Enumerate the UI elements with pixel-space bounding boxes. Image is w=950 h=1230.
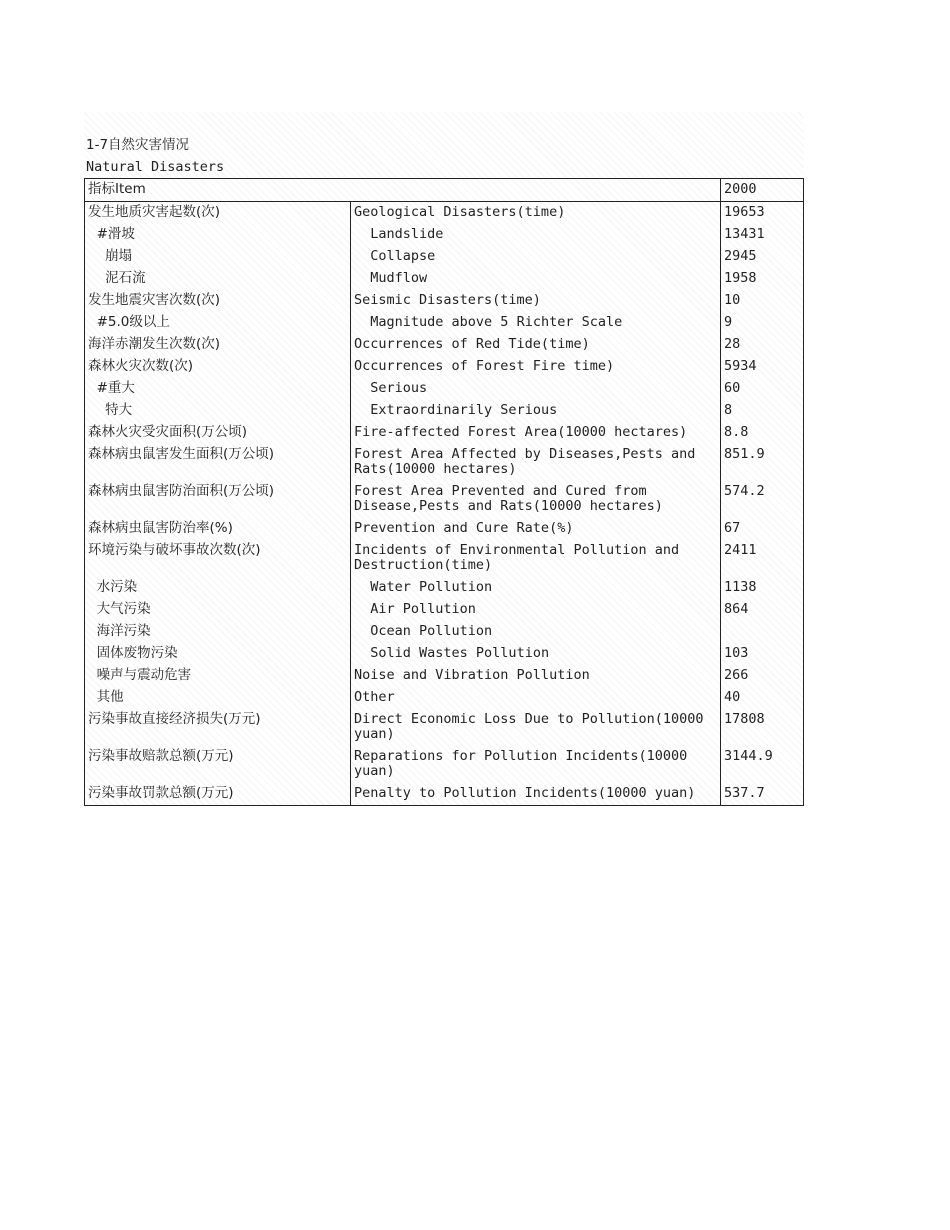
indicator-en-cell[interactable]: Occurrences of Red Tide(time) <box>351 334 721 356</box>
table-row <box>85 312 804 334</box>
header-year-cell[interactable]: 2000 <box>721 179 804 202</box>
value-cell[interactable]: 17808 <box>721 709 804 746</box>
value-cell[interactable]: 2945 <box>721 246 804 268</box>
header-item-cell[interactable]: 指标Item <box>85 179 721 202</box>
table-row <box>85 643 804 665</box>
value-cell[interactable]: 8 <box>721 400 804 422</box>
table-row <box>85 540 804 577</box>
indicator-en-cell[interactable]: Geological Disasters(time) <box>351 202 721 225</box>
indicator-zh-cell[interactable]: 海洋污染 <box>85 621 351 643</box>
table-row <box>85 577 804 599</box>
indicator-en-cell[interactable]: Incidents of Environmental Pollution and Destruction(time) <box>351 540 721 577</box>
indicator-en-cell[interactable]: Fire-affected Forest Area(10000 hectares) <box>351 422 721 444</box>
indicator-en-cell[interactable]: Forest Area Affected by Diseases,Pests and Rats(10000 hectares) <box>351 444 721 481</box>
indicator-zh-cell[interactable]: 海洋赤潮发生次数(次) <box>85 334 351 356</box>
table-row <box>85 422 804 444</box>
indicator-en-cell[interactable]: Water Pollution <box>351 577 721 599</box>
indicator-zh-cell[interactable]: 森林病虫鼠害防治率(%) <box>85 518 351 540</box>
table-title-en: Natural Disasters <box>86 159 225 175</box>
indicator-zh-cell[interactable]: 污染事故直接经济损失(万元) <box>85 709 351 746</box>
value-cell[interactable]: 537.7 <box>721 783 804 806</box>
table-row <box>85 268 804 290</box>
indicator-zh-cell[interactable]: 固体废物污染 <box>85 643 351 665</box>
indicator-en-cell[interactable]: Other <box>351 687 721 709</box>
value-cell[interactable]: 67 <box>721 518 804 540</box>
indicator-en-cell[interactable]: Forest Area Prevented and Cured from Disease,Pests and Rats(10000 hectares) <box>351 481 721 518</box>
indicator-zh-cell[interactable]: 森林病虫鼠害防治面积(万公顷) <box>85 481 351 518</box>
value-cell[interactable]: 851.9 <box>721 444 804 481</box>
table-row <box>85 783 804 806</box>
indicator-zh-cell[interactable]: 污染事故赔款总额(万元) <box>85 746 351 783</box>
value-cell[interactable]: 9 <box>721 312 804 334</box>
table-title-zh: 1-7自然灾害情况 <box>86 137 190 153</box>
table-row <box>85 202 804 225</box>
indicator-zh-cell[interactable]: 污染事故罚款总额(万元) <box>85 783 351 806</box>
value-cell[interactable]: 40 <box>721 687 804 709</box>
table-row <box>85 746 804 783</box>
table-row <box>85 378 804 400</box>
indicator-zh-cell[interactable]: 发生地质灾害起数(次) <box>85 202 351 225</box>
indicator-zh-cell[interactable]: 森林火灾受灾面积(万公顷) <box>85 422 351 444</box>
indicator-en-cell[interactable]: Air Pollution <box>351 599 721 621</box>
indicator-en-cell[interactable]: Extraordinarily Serious <box>351 400 721 422</box>
table-row <box>85 334 804 356</box>
indicator-en-cell[interactable]: Collapse <box>351 246 721 268</box>
indicator-zh-cell[interactable]: 大气污染 <box>85 599 351 621</box>
value-cell[interactable]: 8.8 <box>721 422 804 444</box>
indicator-zh-cell[interactable]: 特大 <box>85 400 351 422</box>
indicator-zh-cell[interactable]: 环境污染与破坏事故次数(次) <box>85 540 351 577</box>
value-cell[interactable]: 1958 <box>721 268 804 290</box>
table-row <box>85 599 804 621</box>
indicator-zh-cell[interactable]: 森林病虫鼠害发生面积(万公顷) <box>85 444 351 481</box>
indicator-zh-cell[interactable]: 发生地震灾害次数(次) <box>85 290 351 312</box>
table-row <box>85 224 804 246</box>
value-cell[interactable]: 28 <box>721 334 804 356</box>
value-cell[interactable]: 60 <box>721 378 804 400</box>
table-row <box>85 621 804 643</box>
value-cell[interactable]: 266 <box>721 665 804 687</box>
value-cell[interactable]: 574.2 <box>721 481 804 518</box>
indicator-en-cell[interactable]: Reparations for Pollution Incidents(10000 yuan) <box>351 746 721 783</box>
table-row <box>85 290 804 312</box>
value-cell[interactable]: 3144.9 <box>721 746 804 783</box>
indicator-zh-cell[interactable]: 森林火灾次数(次) <box>85 356 351 378</box>
indicator-en-cell[interactable]: Noise and Vibration Pollution <box>351 665 721 687</box>
indicator-zh-cell[interactable]: 水污染 <box>85 577 351 599</box>
table-row <box>85 444 804 481</box>
indicator-zh-cell[interactable]: #5.0级以上 <box>85 312 351 334</box>
spreadsheet-area <box>84 112 804 806</box>
indicator-zh-cell[interactable]: 噪声与震动危害 <box>85 665 351 687</box>
indicator-en-cell[interactable]: Magnitude above 5 Richter Scale <box>351 312 721 334</box>
indicator-zh-cell[interactable]: 泥石流 <box>85 268 351 290</box>
header-row <box>85 179 804 202</box>
indicator-en-cell[interactable]: Penalty to Pollution Incidents(10000 yuan) <box>351 783 721 806</box>
indicator-zh-cell[interactable]: #滑坡 <box>85 224 351 246</box>
value-cell[interactable]: 2411 <box>721 540 804 577</box>
value-cell[interactable]: 10 <box>721 290 804 312</box>
indicator-zh-cell[interactable]: 崩塌 <box>85 246 351 268</box>
table-row <box>85 518 804 540</box>
indicator-en-cell[interactable]: Landslide <box>351 224 721 246</box>
table-row <box>85 687 804 709</box>
table-row <box>85 356 804 378</box>
value-cell[interactable] <box>721 621 804 643</box>
value-cell[interactable]: 103 <box>721 643 804 665</box>
table-row <box>85 481 804 518</box>
table-row <box>85 665 804 687</box>
indicator-en-cell[interactable]: Prevention and Cure Rate(%) <box>351 518 721 540</box>
indicator-en-cell[interactable]: Mudflow <box>351 268 721 290</box>
indicator-en-cell[interactable]: Solid Wastes Pollution <box>351 643 721 665</box>
value-cell[interactable]: 1138 <box>721 577 804 599</box>
indicator-zh-cell[interactable]: 其他 <box>85 687 351 709</box>
value-cell[interactable]: 19653 <box>721 202 804 225</box>
disasters-table <box>84 178 804 806</box>
indicator-en-cell[interactable]: Seismic Disasters(time) <box>351 290 721 312</box>
table-row <box>85 246 804 268</box>
value-cell[interactable]: 864 <box>721 599 804 621</box>
indicator-zh-cell[interactable]: #重大 <box>85 378 351 400</box>
value-cell[interactable]: 13431 <box>721 224 804 246</box>
indicator-en-cell[interactable]: Direct Economic Loss Due to Pollution(10000 yuan) <box>351 709 721 746</box>
indicator-en-cell[interactable]: Ocean Pollution <box>351 621 721 643</box>
indicator-en-cell[interactable]: Serious <box>351 378 721 400</box>
table-row <box>85 709 804 746</box>
value-cell[interactable]: 5934 <box>721 356 804 378</box>
indicator-en-cell[interactable]: Occurrences of Forest Fire time) <box>351 356 721 378</box>
table-row <box>85 400 804 422</box>
blank-row <box>84 112 804 134</box>
